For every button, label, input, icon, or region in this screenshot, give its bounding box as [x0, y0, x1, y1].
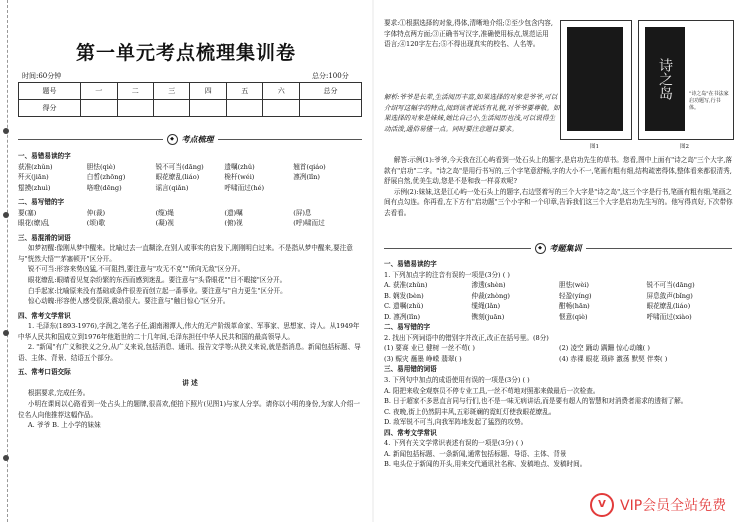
subheading: 讲 述: [182, 378, 198, 387]
requirements-text: 要求:①根据选择的对象,得体,清晰地介绍;②至少包含内容,字体特点两方面;③正确书写汉字,准确使用标点,规范运用语言;④120字左右;⑤不得出现真实的校名、人名等。: [384, 19, 553, 49]
word-row: [18, 208, 362, 219]
paragraph: 白手起家:比喻原来没有基础或条件很差而创立起一番事业。要注意与"自力更生"区分开。: [27, 286, 287, 295]
word: 谣言(qiǎn): [155, 183, 189, 192]
word: (颂)歌: [86, 219, 106, 228]
section-heading: 四、常考文学常识: [384, 428, 437, 437]
section-heading: 一、易错易读的字: [18, 152, 71, 160]
section-heading: 二、易写错的字: [384, 323, 431, 332]
figure-caption: 图2: [680, 144, 689, 150]
option: 锐不可当(dāng): [646, 281, 695, 290]
right-page: [374, 0, 740, 522]
option: A. 获准(zhǔn): [384, 281, 428, 290]
option: 呼啸而过(xiào): [646, 312, 692, 321]
banner-icon: ◆: [167, 134, 178, 145]
score-table: [18, 82, 362, 117]
word: (遗)嘱: [224, 208, 243, 217]
word: 锐不可当(dāng): [155, 162, 204, 171]
page-title: 第一单元考点梳理集训卷: [75, 42, 296, 64]
word: 胆怯(qiè): [86, 162, 116, 171]
score-cell: 五: [226, 83, 262, 100]
option-row: [384, 343, 734, 354]
word: 凛冽(lǐn): [293, 173, 320, 182]
word: 咯噔(dēng): [86, 183, 122, 192]
option: 屏息敛声(bǐng): [646, 291, 693, 300]
section-heading: 三、易用错的词语: [384, 365, 437, 374]
option: 镌刻(juān): [471, 312, 505, 321]
word: 眼花缭乱(liáo): [155, 173, 200, 182]
word: (俯)视: [224, 219, 243, 228]
paragraph: 根据要求,完成任务。: [27, 389, 90, 398]
figure-1: [560, 20, 632, 140]
section-heading: 三、易混淆的词语: [18, 233, 71, 242]
calligraphy-photo: [567, 27, 623, 131]
paragraph: 1. 毛泽东(1893-1976),字润之,笔名子任,湖南湘潭人,伟大的无产阶级革命家、军事家、思想家、诗人。从1949年中华人民共和国成立到1976年他逝世的二十几年间,毛泽东担任中华人民共和国的最高领导人。: [18, 322, 360, 341]
question-stem: 3. 下列句中加点的成语使用有误的一项是(3分) ( ): [384, 376, 530, 385]
option-row: [384, 312, 734, 323]
option-line: D. 敌军锐不可当,向我军阵地发起了猛烈的攻势。: [384, 418, 528, 427]
banner-title: 考题集训: [549, 243, 582, 253]
option: 轻盈(yíng): [559, 291, 592, 300]
vip-logo-icon: V: [590, 493, 614, 517]
score-input-cell[interactable]: [226, 100, 262, 117]
score-cell: 三: [154, 83, 190, 100]
score-input-cell[interactable]: [81, 100, 117, 117]
question-stem: 4. 下列有关文学常识表述有误的一项是(3分) ( ): [384, 439, 524, 448]
word-row: [18, 172, 362, 183]
option: (3) 赈灾 蘸墨 峥嵘 翡翠( ): [384, 354, 462, 363]
option: 仲裁(zhòng): [471, 291, 510, 300]
option-line: B. 日于超家不多思直言同与行们,也不是一味无病讲话,而是要有超人的智慧和对消费者需求的透彻了解。: [384, 397, 688, 406]
option-line: B. 电头位于新闻的开头,用来交代通讯社名称、发稿地点、发稿时间。: [384, 460, 587, 469]
section-heading: 一、易错易读的字: [384, 260, 437, 268]
option-line: A. 新闻包括标题、一条新闻,通常包括标题、导语、主体、背景: [384, 449, 567, 458]
score-input-cell[interactable]: [154, 100, 190, 117]
question-stem: 1. 下列加点字的注音有误的一项是(3分) ( ): [384, 270, 510, 279]
score-cell: 一: [81, 83, 117, 100]
option-row: [384, 280, 734, 291]
option-row: [384, 301, 734, 312]
option-line: C. 夜晚,街上仍然阴丰风,五彩斑斓的霓虹灯使我眼花缭乱。: [384, 407, 556, 416]
score-input-cell[interactable]: [190, 100, 226, 117]
option-row: [384, 291, 734, 302]
exercise-block: [384, 259, 734, 470]
paragraph: 如梦初醒:像刚从梦中醒来。比喻过去一直糊涂,在别人或事实的启发下,刚刚明白过来。不是指从梦中醒来,要注意与"恍然大悟""茅塞顿开"区分开。: [18, 244, 353, 263]
word: 翘首(qiáo): [293, 162, 326, 171]
word-row: [18, 218, 362, 229]
section-heading: 五、常考口语交际: [18, 368, 71, 377]
binding-hole: [3, 128, 9, 134]
answer-block: [384, 155, 734, 218]
word: 仲(裁): [86, 208, 106, 217]
binding-hole: [3, 455, 9, 461]
figure-caption: 图1: [590, 144, 599, 150]
divider: [18, 139, 163, 140]
vip-banner[interactable]: [584, 488, 740, 522]
answer-paragraph: 示例(2):妹妹,这是江心屿一处石头上的题字,右边竖着写的三个大字是"诗之岛",这三个字是行书,笔画有粗有细,笔画之间有点勾连。你再看,左下方有"启功题"三个小字和一个印章,告诉我们这三个大字是启功先生写的。他写得真好,下次带你去看看。: [384, 187, 733, 217]
word: (屏)息: [293, 208, 312, 217]
divider: [218, 139, 363, 140]
score-cell: 总分: [299, 83, 361, 100]
score-cell: 题号: [19, 83, 81, 100]
word: 白皙(zhōng): [86, 173, 126, 182]
score-cell: 得分: [19, 100, 81, 117]
option: 眼花缭乱(liáo): [646, 302, 691, 311]
word: (呼)啸而过: [293, 219, 325, 228]
score-cell: 二: [117, 83, 153, 100]
paragraph: 锐不可当:形容来势凶猛,不可阻挡,要注意与"攻无不克""所向无敌"区分开。: [27, 265, 245, 274]
word-row: [18, 162, 362, 173]
option: (1) 要赛 业已 健树 一丝不苟( ): [384, 344, 475, 353]
score-input-cell[interactable]: [117, 100, 153, 117]
option-row: [384, 354, 734, 365]
fold-line: [7, 0, 8, 522]
word: [293, 183, 362, 194]
option: 惬意(qiè): [559, 312, 588, 321]
word: 获准(zhǔn): [18, 162, 53, 171]
word: 眼花(缭)乱: [18, 219, 50, 228]
calligraphy-text: 诗之岛: [645, 27, 685, 131]
word: 遗嘱(zhǔ): [224, 162, 255, 171]
option: C. 遗嘱(zhǔ): [384, 302, 424, 311]
analysis-text: 解析:爷爷是长辈,生活阅历丰富,如果选择的对象是爷爷,可以介绍写这幅字的特点,阅到该者说话有礼貌,对爷爷要尊敬。如果选择的对象是妹妹,她比自己小,生活阅历也浅,可以说得生动活泼,通俗易懂一点。同时要注意题目要求。: [384, 93, 560, 133]
score-cell: 四: [190, 83, 226, 100]
word: (凝)视: [155, 219, 174, 228]
section-typo-chars: [18, 151, 362, 431]
section-banner: [18, 133, 362, 146]
paragraph: 小明在课间以心路看到一处占头上的题牌,很喜欢,便拍下照片(见图1)与家人分享。请你以小明的身份,为家人介绍一位名人向他推荐这幅作品。: [18, 400, 361, 419]
score-input-cell[interactable]: [263, 100, 299, 117]
section-heading: 四、常考文学常识: [18, 311, 71, 320]
binding-holes: [2, 0, 10, 522]
word: 桅杆(wéi): [224, 173, 255, 182]
word: 踅摸(zhuì): [18, 183, 51, 192]
score-cell: 六: [263, 83, 299, 100]
figure-2: [638, 20, 734, 140]
option: (2) 凌空 踊动 蹒跚 惊心动魄( ): [559, 344, 650, 353]
binding-hole: [3, 330, 9, 336]
word: 要(塞): [18, 208, 37, 217]
figure-note: "诗之岛"在书法家启功题写,行书体。: [689, 91, 729, 111]
exam-time: 时间:60分钟: [22, 72, 62, 80]
option: 胆怯(wèi): [559, 281, 589, 290]
word: (缆)绳: [155, 208, 174, 217]
option: (4) 赤裸 眼花 琐碎 激荡 默契 伴奏( ): [559, 354, 668, 363]
option: 渗透(shèn): [471, 281, 506, 290]
word: 呼啸而过(hé): [224, 183, 265, 192]
score-table-header: [19, 83, 362, 100]
banner-title: 考点梳理: [181, 134, 214, 144]
option-line: A. 爷爷 B. 上小学的妹妹: [27, 421, 101, 430]
divider: [384, 248, 531, 249]
option: 缆绳(lǎn): [471, 302, 501, 311]
paragraph: 惊心动魄:形容使人感受很深,震动很大。要注意与"触目惊心"区分开。: [27, 297, 230, 306]
option: B. 娴发(bèn): [384, 291, 424, 300]
paragraph: 2. "新闻"有广义和狭义之分,从广义来说,包括消息、通讯、报告文学等;从狭义来说,就是指消息。新闻包括标题、导语、主体、背景、结语五个部分。: [18, 343, 361, 362]
exam-total: 总分:100分: [312, 72, 349, 80]
answer-paragraph: 解答:示例(1):爷爷,今天我在江心屿看到一处石头上的题字,是启功先生的草书。您看,图中上面有"诗之岛"三个大字,落款有"启功"二字。"诗之岛"是用行书写的,三个字笔意舒畅,字的大小不一,笔画有粗有细,结构疏密得体,整体看来都很清秀,舒展自然,优美生动,您是不是和我一样喜欢呢?: [384, 156, 733, 186]
word-row: [18, 183, 362, 194]
word: 歼灭(jiān): [18, 173, 49, 182]
option: 酣畅(hān): [559, 302, 590, 311]
score-table-row: [19, 100, 362, 117]
section-heading: 二、易写错的字: [18, 198, 65, 207]
option-line: A. 阳把来收全观察员不停专业工具,一丝不苟地对照那来做最后一次检查。: [384, 386, 600, 395]
score-input-cell[interactable]: [299, 100, 361, 117]
option: D. 凛冽(lǐn): [384, 312, 421, 321]
divider: [586, 248, 733, 249]
paragraph: 眼花缭乱:眼睛看见复杂纷繁的东西而感到迷乱。要注意与"头昏眼花""目不暇接"区分开。: [27, 276, 287, 285]
binding-hole: [3, 212, 9, 218]
vip-banner-text: VIP会员全站免费: [620, 498, 727, 514]
section-banner: [384, 242, 732, 255]
question-stem: 2. 找出下列词语中的错别字并改正,改正在括号里。(8分): [384, 333, 549, 342]
banner-icon: ◆: [535, 243, 546, 254]
